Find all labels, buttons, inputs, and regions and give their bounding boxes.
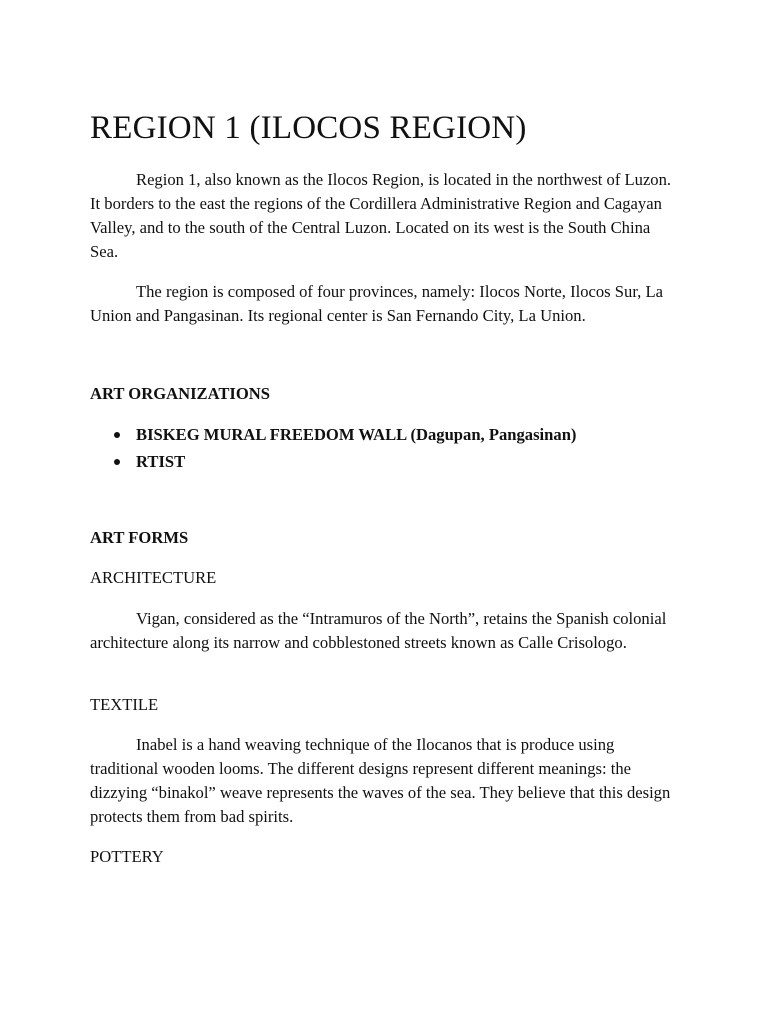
list-item xyxy=(90,448,576,475)
list-item-label: BISKEG MURAL FREEDOM WALL (Dagupan, Pangasinan) xyxy=(136,425,577,444)
art-forms-heading: ART FORMS xyxy=(90,528,189,547)
architecture-heading: ARCHITECTURE xyxy=(90,568,217,587)
textile-paragraph: Inabel is a hand weaving technique of the Ilocanos that is produce using traditional wooden looms. The different designs represent different meanings: the dizzying “binakol” weave represents the waves of the sea. They believe that this design protects them from bad spirits. xyxy=(90,735,671,826)
art-organizations-heading: ART ORGANIZATIONS xyxy=(90,384,270,403)
intro-paragraph-provinces: The region is composed of four provinces, namely: Ilocos Norte, Ilocos Sur, La Union and Pangasinan. Its regional center is San Fernando City, La Union. xyxy=(90,282,663,325)
intro-paragraph-location: Region 1, also known as the Ilocos Region, is located in the northwest of Luzon. It borders to the east the regions of the Cordillera Administrative Region and Cagayan Valley, and to the south of the Central Luzon. Located on its west is the South China Sea. xyxy=(90,170,672,261)
bullet-icon xyxy=(114,459,120,465)
list-item xyxy=(90,421,576,448)
bullet-icon xyxy=(114,432,120,438)
list-item-label: RTIST xyxy=(136,452,186,471)
page-title: REGION 1 (ILOCOS REGION) xyxy=(90,110,527,146)
textile-heading: TEXTILE xyxy=(90,695,159,714)
pottery-heading: POTTERY xyxy=(90,847,164,866)
architecture-paragraph: Vigan, considered as the “Intramuros of the North”, retains the Spanish colonial architecture along its narrow and cobblestoned streets known as Calle Crisologo. xyxy=(90,609,667,652)
art-organizations-list xyxy=(90,421,576,475)
